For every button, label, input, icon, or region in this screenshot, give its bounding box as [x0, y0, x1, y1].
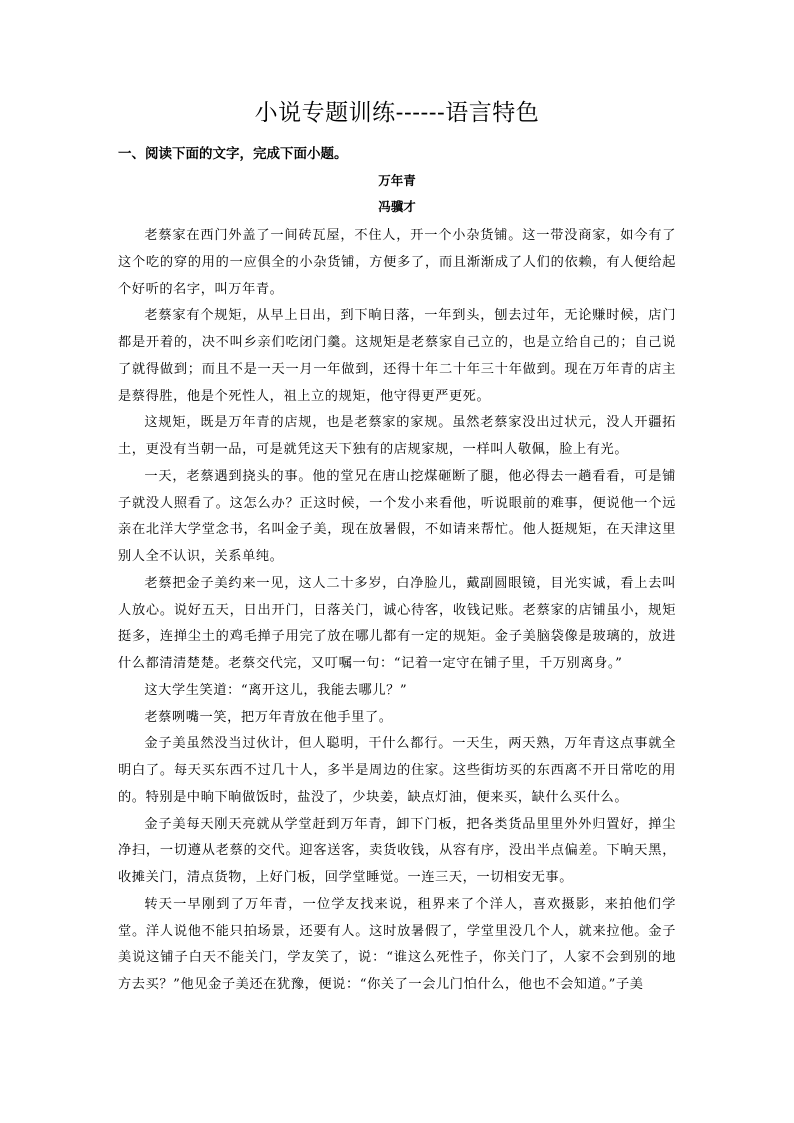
section-heading: 一、阅读下面的文字，完成下面小题。	[118, 146, 348, 162]
story-body	[118, 223, 676, 999]
paragraph: 金子美每天刚天亮就从学堂赶到万年青，卸下门板，把各类货品里里外外归置好，掸尘净扫，一切遵从老蔡的交代。迎客送客，卖货收钱，从容有序，没出半点偏差。下晌天黑，收摊关门，清点货物，上好门板，回学堂睡觉。一连三天，一切相安无事。	[118, 816, 676, 885]
paragraph: 这大学生笑道：“离开这儿，我能去哪儿？”	[144, 682, 408, 698]
page-title: 小说专题训练------语言特色	[254, 100, 540, 126]
paragraph: 老蔡家有个规矩，从早上日出，到下晌日落，一年到头，刨去过年，无论赚时候，店门都是开着的，决不叫乡亲们吃闭门羹。这规矩是老蔡家自己立的，也是立给自己的；自己说了就得做到；而且不是一天一月一年做到，还得十年二十年三十年做到。现在万年青的店主是蔡得胜，他是个死性人，祖上立的规矩，他守得更严更死。	[118, 308, 676, 404]
paragraph: 老蔡家在西门外盖了一间砖瓦屋，不住人，开一个小杂货铺。这一带没商家，如今有了这个吃的穿的用的一应俱全的小杂货铺，方便多了，而且渐渐成了人们的依赖，有人便给起个好听的名字，叫万年青。	[118, 228, 676, 297]
paragraph: 这规矩，既是万年青的店规，也是老蔡家的家规。虽然老蔡家没出过状元，没人开疆拓土，更没有当朝一品，可是就凭这天下独有的店规家规，一样叫人敬佩，脸上有光。	[118, 415, 676, 457]
paragraph: 老蔡咧嘴一笑，把万年青放在他手里了。	[144, 709, 393, 725]
story-title: 万年青	[378, 173, 416, 188]
paragraph: 金子美虽然没当过伙计，但人聪明，干什么都行。一天生，两天熟，万年青这点事就全明白了。每天买东西不过几十人，多半是周边的住家。这些街坊买的东西离不开日常吃的用的。特别是中晌下晌做饭时，盐没了，少块姜，缺点灯油，便来买，缺什么买什么。	[118, 736, 676, 805]
paragraph: 转天一早刚到了万年青，一位学友找来说，租界来了个洋人，喜欢摄影，来拍他们学堂。洋人说他不能只拍场景，还要有人。这时放暑假了，学堂里没几个人，就来拉他。金子美说这铺子白天不能关门，学友笑了，说：“谁这么死性子，你关门了，人家不会到别的地方去买？”他见金子美还在犹豫，便说：“你关了一会儿门怕什么，他也不会知道。”子美	[118, 896, 676, 992]
paragraph: 老蔡把金子美约来一见，这人二十多岁，白净脸儿，戴副圆眼镜，目光实诚，看上去叫人放心。说好五天，日出开门，日落关门，诚心待客，收钱记账。老蔡家的店铺虽小，规矩挺多，连掸尘土的鸡毛掸子用完了放在哪儿都有一定的规矩。金子美脑袋像是玻璃的，放进什么都清清楚楚。老蔡交代完，又叮嘱一句：“记着一定守在铺子里，千万别离身。”	[118, 575, 676, 671]
paragraph: 一天，老蔡遇到挠头的事。他的堂兄在唐山挖煤砸断了腿，他必得去一趟看看，可是铺子就没人照看了。这怎么办？正这时候，一个发小来看他，听说眼前的难事，便说他一个远亲在北洋大学堂念书，名叫金子美，现在放暑假，不如请来帮忙。他人挺规矩，在天津这里别人全不认识，关系单纯。	[118, 468, 676, 564]
story-author: 冯骥才	[378, 199, 416, 214]
